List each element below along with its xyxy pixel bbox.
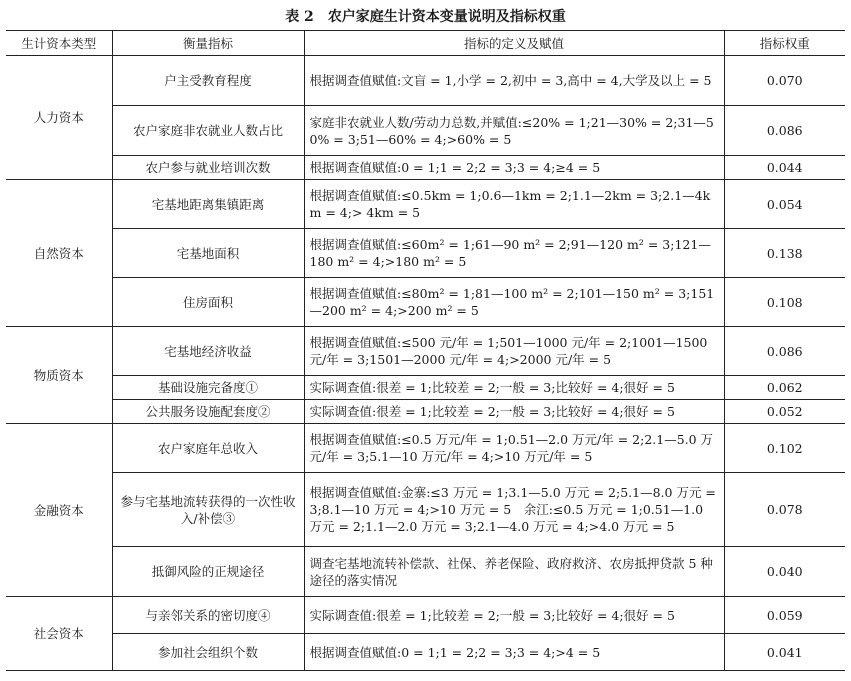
weight-cell: 0.062 <box>724 376 845 400</box>
header-weight: 指标权重 <box>724 31 845 56</box>
definition-cell: 根据调查值赋值:≤60m² = 1;61—90 m² = 2;91—120 m² = 3;121—180 m² = 4;>180 m² = 5 <box>304 229 724 278</box>
table-number: 表 2 <box>285 9 314 25</box>
weight-cell: 0.086 <box>724 106 845 156</box>
weight-cell: 0.138 <box>724 229 845 278</box>
weight-cell: 0.052 <box>724 400 845 424</box>
table-row <box>6 56 845 106</box>
definition-cell: 调查宅基地流转补偿款、社保、养老保险、政府救济、农房抵押贷款 5 种途径的落实情况 <box>304 547 724 597</box>
indicator-cell: 抵御风险的正规途径 <box>112 547 304 597</box>
indicator-cell: 户主受教育程度 <box>112 56 304 106</box>
indicator-cell: 农户参与就业培训次数 <box>112 156 304 180</box>
table-row <box>6 180 845 229</box>
table-row <box>6 327 845 376</box>
weight-cell: 0.059 <box>724 597 845 634</box>
indicator-cell: 宅基地经济收益 <box>112 327 304 376</box>
weight-cell: 0.086 <box>724 327 845 376</box>
capital-type-cell: 自然资本 <box>6 180 112 327</box>
header-indicator: 衡量指标 <box>112 31 304 56</box>
table-row <box>6 156 845 180</box>
table-row <box>6 547 845 597</box>
definition-cell: 根据调查值赋值:≤0.5km = 1;0.6—1km = 2;1.1—2km = 3;2.1—4km = 4;> 4km = 5 <box>304 180 724 229</box>
definition-cell: 实际调查值:很差 = 1;比较差 = 2;一般 = 3;比较好 = 4;很好 = 5 <box>304 400 724 424</box>
indicator-cell: 参加社会组织个数 <box>112 634 304 671</box>
weight-cell: 0.078 <box>724 473 845 547</box>
table-row <box>6 597 845 634</box>
table-body <box>6 56 845 671</box>
capital-type-cell: 物质资本 <box>6 327 112 424</box>
table-row <box>6 229 845 278</box>
definition-cell: 根据调查值赋值:文盲 = 1,小学 = 2,初中 = 3,高中 = 4,大学及以上 = 5 <box>304 56 724 106</box>
indicator-cell: 住房面积 <box>112 278 304 327</box>
weight-cell: 0.044 <box>724 156 845 180</box>
indicator-table <box>6 30 845 671</box>
table-row <box>6 400 845 424</box>
capital-type-cell: 人力资本 <box>6 56 112 180</box>
definition-cell: 实际调查值:很差 = 1;比较差 = 2;一般 = 3;比较好 = 4;很好 = 5 <box>304 376 724 400</box>
capital-type-cell: 社会资本 <box>6 597 112 671</box>
table-row <box>6 106 845 156</box>
indicator-cell: 基础设施完备度① <box>112 376 304 400</box>
indicator-cell: 与亲邻关系的密切度④ <box>112 597 304 634</box>
header-capital-type: 生计资本类型 <box>6 31 112 56</box>
weight-cell: 0.040 <box>724 547 845 597</box>
indicator-cell: 农户家庭年总收入 <box>112 424 304 473</box>
weight-cell: 0.102 <box>724 424 845 473</box>
table-row <box>6 376 845 400</box>
indicator-cell: 公共服务设施配套度② <box>112 400 304 424</box>
definition-cell: 根据调查值赋值:≤80m² = 1;81—100 m² = 2;101—150 m² = 3;151—200 m² = 4;>200 m² = 5 <box>304 278 724 327</box>
table-title: 农户家庭生计资本变量说明及指标权重 <box>327 9 566 25</box>
definition-cell: 家庭非农就业人数/劳动力总数,并赋值:≤20% = 1;21—30% = 2;31—50% = 3;51—60% = 4;>60% = 5 <box>304 106 724 156</box>
definition-cell: 根据调查值赋值:金寨:≤3 万元 = 1;3.1—5.0 万元 = 2;5.1—8.0 万元 = 3;8.1—10 万元 = 4;>10 万元 = 5 余江:≤0.5 万元 = 1;0.51—1.0 万元 = 2;1.1—2.0 万元 = 3;2.1—4.0 万元 = 4;>4.0 万元 = 5 <box>304 473 724 547</box>
weight-cell: 0.070 <box>724 56 845 106</box>
definition-cell: 根据调查值赋值:0 = 1;1 = 2;2 = 3;3 = 4;≥4 = 5 <box>304 156 724 180</box>
table-row <box>6 634 845 671</box>
table-row <box>6 424 845 473</box>
indicator-cell: 农户家庭非农就业人数占比 <box>112 106 304 156</box>
definition-cell: 根据调查值赋值:≤0.5 万元/年 = 1;0.51—2.0 万元/年 = 2;2.1—5.0 万元/年 = 3;5.1—10 万元/年 = 4;>10 万元/年 = 5 <box>304 424 724 473</box>
table-header <box>6 31 845 56</box>
weight-cell: 0.054 <box>724 180 845 229</box>
capital-type-cell: 金融资本 <box>6 424 112 597</box>
header-definition: 指标的定义及赋值 <box>304 31 724 56</box>
table-row <box>6 473 845 547</box>
weight-cell: 0.041 <box>724 634 845 671</box>
table-caption <box>6 4 845 30</box>
definition-cell: 实际调查值:很差 = 1;比较差 = 2;一般 = 3;比较好 = 4;很好 = 5 <box>304 597 724 634</box>
indicator-cell: 宅基地面积 <box>112 229 304 278</box>
header-row <box>6 31 845 56</box>
definition-cell: 根据调查值赋值:≤500 元/年 = 1;501—1000 元/年 = 2;1001—1500 元/年 = 3;1501—2000 元/年 = 4;>2000 元/年 = 5 <box>304 327 724 376</box>
indicator-cell: 参与宅基地流转获得的一次性收入/补偿③ <box>112 473 304 547</box>
indicator-cell: 宅基地距离集镇距离 <box>112 180 304 229</box>
table-row <box>6 278 845 327</box>
weight-cell: 0.108 <box>724 278 845 327</box>
definition-cell: 根据调查值赋值:0 = 1;1 = 2;2 = 3;3 = 4;>4 = 5 <box>304 634 724 671</box>
